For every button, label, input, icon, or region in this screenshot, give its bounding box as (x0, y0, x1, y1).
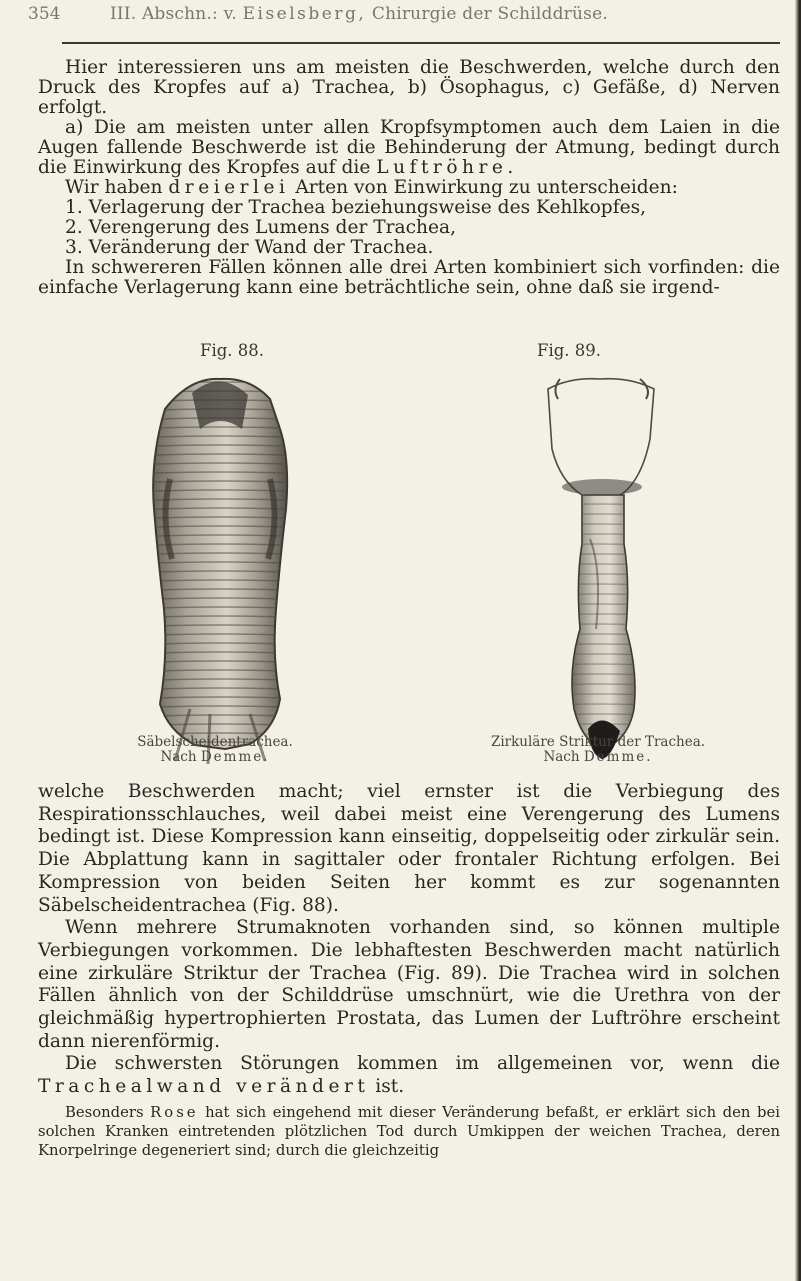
figure-88-caption-title: Säbelscheidentrachea. (137, 734, 293, 750)
emphasis-dreierlei: dreierlei (168, 177, 290, 198)
figure-89-caption-prefix: Nach (543, 749, 580, 765)
figure-89-caption-author: Demme. (583, 749, 653, 765)
paragraph-combined: In schwereren Fällen können alle drei Arten kombiniert sich vorfinden: die einfache Verlagerung kann eine beträchtliche sein, ohne daß sie irgend- (38, 257, 780, 298)
emphasis-rose: Rose (150, 1103, 199, 1121)
figure-88-caption-author: Demme. (200, 749, 270, 765)
paragraph-rose-end: hat sich eingehend mit dieser Veränderung befaßt, er erklärt sich den bei solchen Kranken eintretenden plötzlichen Tod durch Umkippen der weichen Trachea, deren Knorpelringe degeneriert sind; durch die gleichzeitig (38, 1103, 780, 1159)
figure-88-caption-credit (85, 750, 345, 765)
figures-area (0, 341, 801, 771)
figure-88-label: Fig. 88. (200, 341, 265, 360)
paragraph-striktur: Wenn mehrere Strumaknoten vorhanden sind, so können multiple Verbiegungen vorkommen. Die lebhaftesten Beschwerden macht natürlich eine zirkuläre Striktur der Trachea (Fig. 89). Die Trachea wird in solchen Fällen ähnlich von der Schilddrüse umschnürt, wie die Urethra von der gleichmäßig hypertrophierten Prostata, das Lumen der Luftröhre erscheint dann nierenförmig. (38, 917, 780, 1052)
paragraph-intro: Hier interessieren uns am meisten die Beschwerden, welche durch den Druck des Kropfes auf a) Trachea, b) Ösophagus, c) Gefäße, d) Nerven erfolgt. (38, 57, 780, 118)
running-prefix: III. Abschn.: v. (110, 4, 237, 24)
top-text-block (38, 58, 780, 298)
paragraph-arten-start: Wir haben (65, 177, 163, 198)
running-author: Eiselsberg, (242, 4, 367, 24)
figure-88-illustration (130, 369, 310, 764)
figure-88-caption (85, 735, 345, 765)
figure-89-caption-credit (468, 750, 728, 765)
emphasis-luftroehre: Luftröhre. (376, 157, 518, 178)
running-suffix: Chirurgie der Schilddrüse. (371, 4, 608, 24)
page-number: 354 (28, 4, 61, 24)
list-item-1: 1. Verlagerung der Trachea beziehungsweise des Kehlkopfes, (65, 197, 647, 218)
emphasis-trachealwand: Trachealwand verändert (38, 1076, 370, 1098)
paragraph-a (38, 118, 780, 178)
bottom-text-block (38, 781, 780, 1160)
list-item-3: 3. Veränderung der Wand der Trachea. (65, 237, 434, 258)
figure-89-caption (468, 735, 728, 765)
paragraph-trachealwand-end: ist. (375, 1076, 405, 1098)
paragraph-verbiegung: welche Beschwerden macht; viel ernster ist die Verbiegung des Respirationsschlauches, weil dabei meist eine Verengerung des Lumens bedingt ist. Diese Kompression kann einseitig, doppelseitig oder zirkulär sein. Die Abplattung kann in sagittaler oder frontaler Richtung erfolgen. Bei Kompression von beiden Seiten her kommt es zur sogenannten Säbelscheidentrachea (Fig. 88). (38, 781, 780, 916)
paragraph-trachealwand-start: Die schwersten Störungen kommen im allgemeinen vor, wenn die (65, 1053, 780, 1075)
header-rule (62, 42, 780, 44)
figure-88-caption-prefix: Nach (160, 749, 197, 765)
figure-89-illustration (530, 369, 670, 774)
paragraph-arten-end: Arten von Einwirkung zu unterscheiden: (295, 177, 678, 198)
figure-89-caption-title: Zirkuläre Striktur der Trachea. (490, 734, 706, 750)
paragraph-arten (38, 178, 780, 198)
figure-89-label: Fig. 89. (537, 341, 602, 360)
running-title (110, 4, 608, 24)
paragraph-trachealwand (38, 1053, 780, 1098)
paragraph-rose-start: Besonders (65, 1103, 144, 1121)
list-item-2: 2. Verengerung des Lumens der Trachea, (65, 217, 457, 238)
paragraph-a-text: a) Die am meisten unter allen Kropfsymptomen auch dem Laien in die Augen fallende Beschwerde ist die Behinderung der Atmung, bedingt durch die Einwirkung des Kropfes auf die (38, 117, 780, 178)
paragraph-rose (38, 1103, 780, 1160)
